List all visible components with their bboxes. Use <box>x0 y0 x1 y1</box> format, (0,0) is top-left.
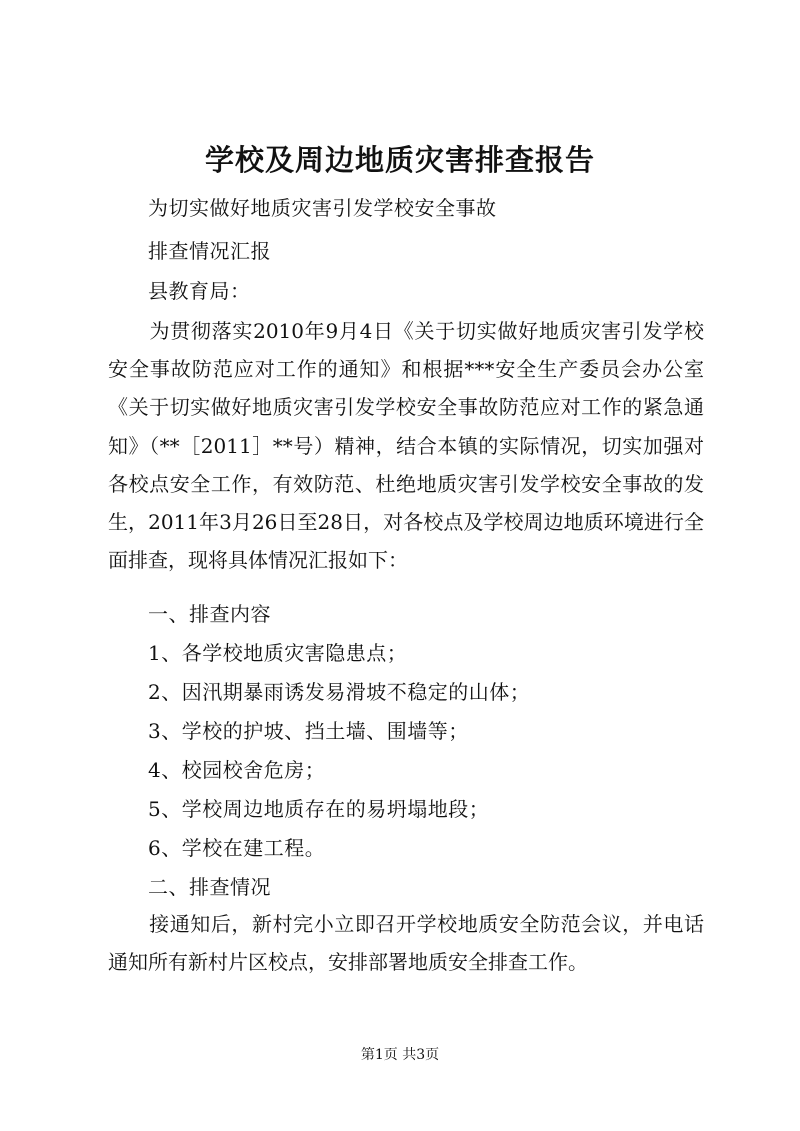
paragraph-intro: 为贯彻落实2010年9月4日《关于切实做好地质灾害引发学校安全事故防范应对工作的通知》和根据***安全生产委员会办公室《关于切实做好地质灾害引发学校安全事故防范应对工作的紧急通知》（**［2011］**号）精神，结合本镇的实际情况，切实加强对各校点安全工作，有效防范、杜绝地质灾害引发学校安全事故的发生，2011年3月26日至28日，对各校点及学校周边地质环境进行全面排查，现将具体情况汇报如下： <box>108 319 704 573</box>
subtitle-line-1: 为切实做好地质灾害引发学校安全事故 <box>148 196 497 220</box>
section-heading-1: 一、排查内容 <box>148 602 271 626</box>
list-item: 2、因汛期暴雨诱发易滑坡不稳定的山体； <box>148 680 531 704</box>
salutation: 县教育局： <box>148 279 251 303</box>
list-item: 5、学校周边地质存在的易坍塌地段； <box>148 797 490 821</box>
paragraph-notice: 接通知后，新村完小立即召开学校地质安全防范会议，并电话通知所有新村片区校点，安排部署地质安全排查工作。 <box>108 912 704 975</box>
list-item: 1、各学校地质灾害隐患点； <box>148 641 408 665</box>
list-item: 4、校园校舍危房； <box>148 758 326 782</box>
page-footer: 第1页 共3页 <box>360 1047 440 1063</box>
subtitle-line-2: 排查情况汇报 <box>148 239 271 263</box>
list-item: 3、学校的护坡、挡土墙、围墙等； <box>148 719 469 743</box>
body-block-2 <box>108 905 704 981</box>
body-block <box>108 312 704 579</box>
document-title: 学校及周边地质灾害排查报告 <box>204 143 595 177</box>
list-item: 6、学校在建工程。 <box>148 836 326 860</box>
section-heading-2: 二、排查情况 <box>148 875 271 899</box>
